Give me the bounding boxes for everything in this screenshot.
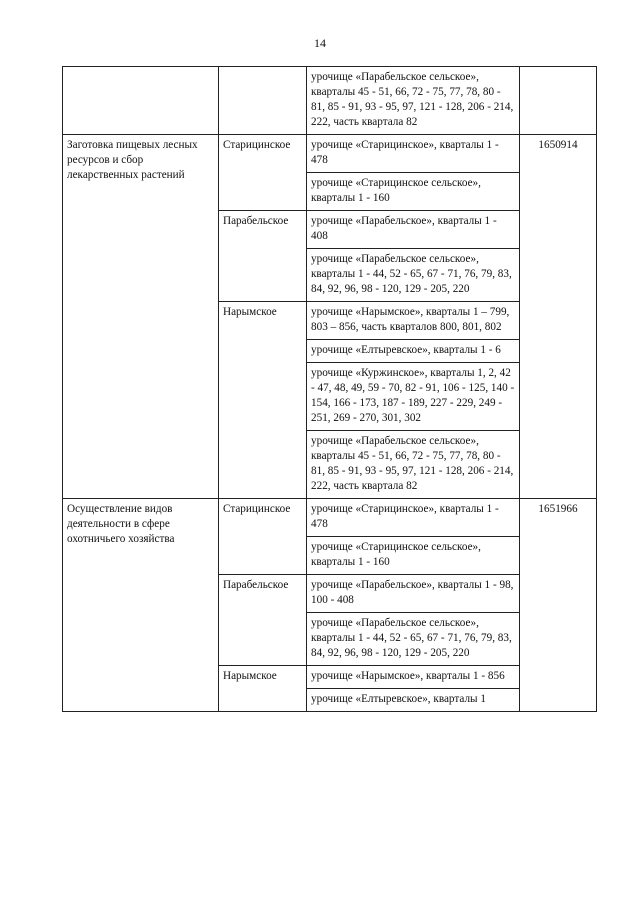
location-cell: урочище «Елтыревское», кварталы 1 - 6 [307,340,520,363]
forestry-cell: Нарымское [219,666,307,712]
activity-cell [63,67,219,135]
table-row [63,499,597,537]
location-cell: урочище «Старицинское», кварталы 1 - 478 [307,135,520,173]
location-cell: урочище «Старицинское», кварталы 1 - 478 [307,499,520,537]
location-cell: урочище «Парабельское сельское», кварталы 1 - 44, 52 - 65, 67 - 71, 76, 79, 83, 84, 92, 96, 98 - 120, 129 - 205, 220 [307,249,520,302]
location-cell: урочище «Нарымское», кварталы 1 - 856 [307,666,520,689]
forestry-cell: Парабельское [219,211,307,302]
area-cell [520,67,597,135]
location-cell: урочище «Куржинское», кварталы 1, 2, 42 - 47, 48, 49, 59 - 70, 82 - 91, 106 - 125, 140 - 154, 166 - 173, 187 - 189, 227 - 229, 249 - 251, 269 - 270, 301, 302 [307,363,520,431]
area-cell: 1650914 [520,135,597,499]
forestry-cell: Старицинское [219,135,307,211]
location-cell: урочище «Парабельское сельское», кварталы 45 - 51, 66, 72 - 75, 77, 78, 80 - 81, 85 - 91, 93 - 95, 97, 121 - 128, 206 - 214, 222, часть квартала 82 [307,431,520,499]
location-cell: урочище «Старицинское сельское», кварталы 1 - 160 [307,537,520,575]
area-cell: 1651966 [520,499,597,712]
location-cell: урочище «Парабельское сельское», кварталы 1 - 44, 52 - 65, 67 - 71, 76, 79, 83, 84, 92, 96, 98 - 120, 129 - 205, 220 [307,613,520,666]
location-cell: урочище «Парабельское», кварталы 1 - 98, 100 - 408 [307,575,520,613]
location-cell: урочище «Нарымское», кварталы 1 – 799, 803 – 856, часть кварталов 800, 801, 802 [307,302,520,340]
table-row [63,135,597,173]
forest-use-table [62,66,597,712]
location-cell: урочище «Старицинское сельское», кварталы 1 - 160 [307,173,520,211]
activity-cell: Осуществление видов деятельности в сфере охотничьего хозяйства [63,499,219,712]
activity-cell: Заготовка пищевых лесных ресурсов и сбор лекарственных растений [63,135,219,499]
page-number: 14 [314,36,326,50]
location-cell: урочище «Парабельское», кварталы 1 - 408 [307,211,520,249]
forestry-cell: Нарымское [219,302,307,499]
location-cell: урочище «Елтыревское», кварталы 1 [307,689,520,712]
table-body [63,67,597,712]
forestry-cell: Старицинское [219,499,307,575]
forestry-cell: Парабельское [219,575,307,666]
table-row [63,67,597,135]
location-cell: урочище «Парабельское сельское», кварталы 45 - 51, 66, 72 - 75, 77, 78, 80 - 81, 85 - 91, 93 - 95, 97, 121 - 128, 206 - 214, 222, часть квартала 82 [307,67,520,135]
forestry-cell [219,67,307,135]
